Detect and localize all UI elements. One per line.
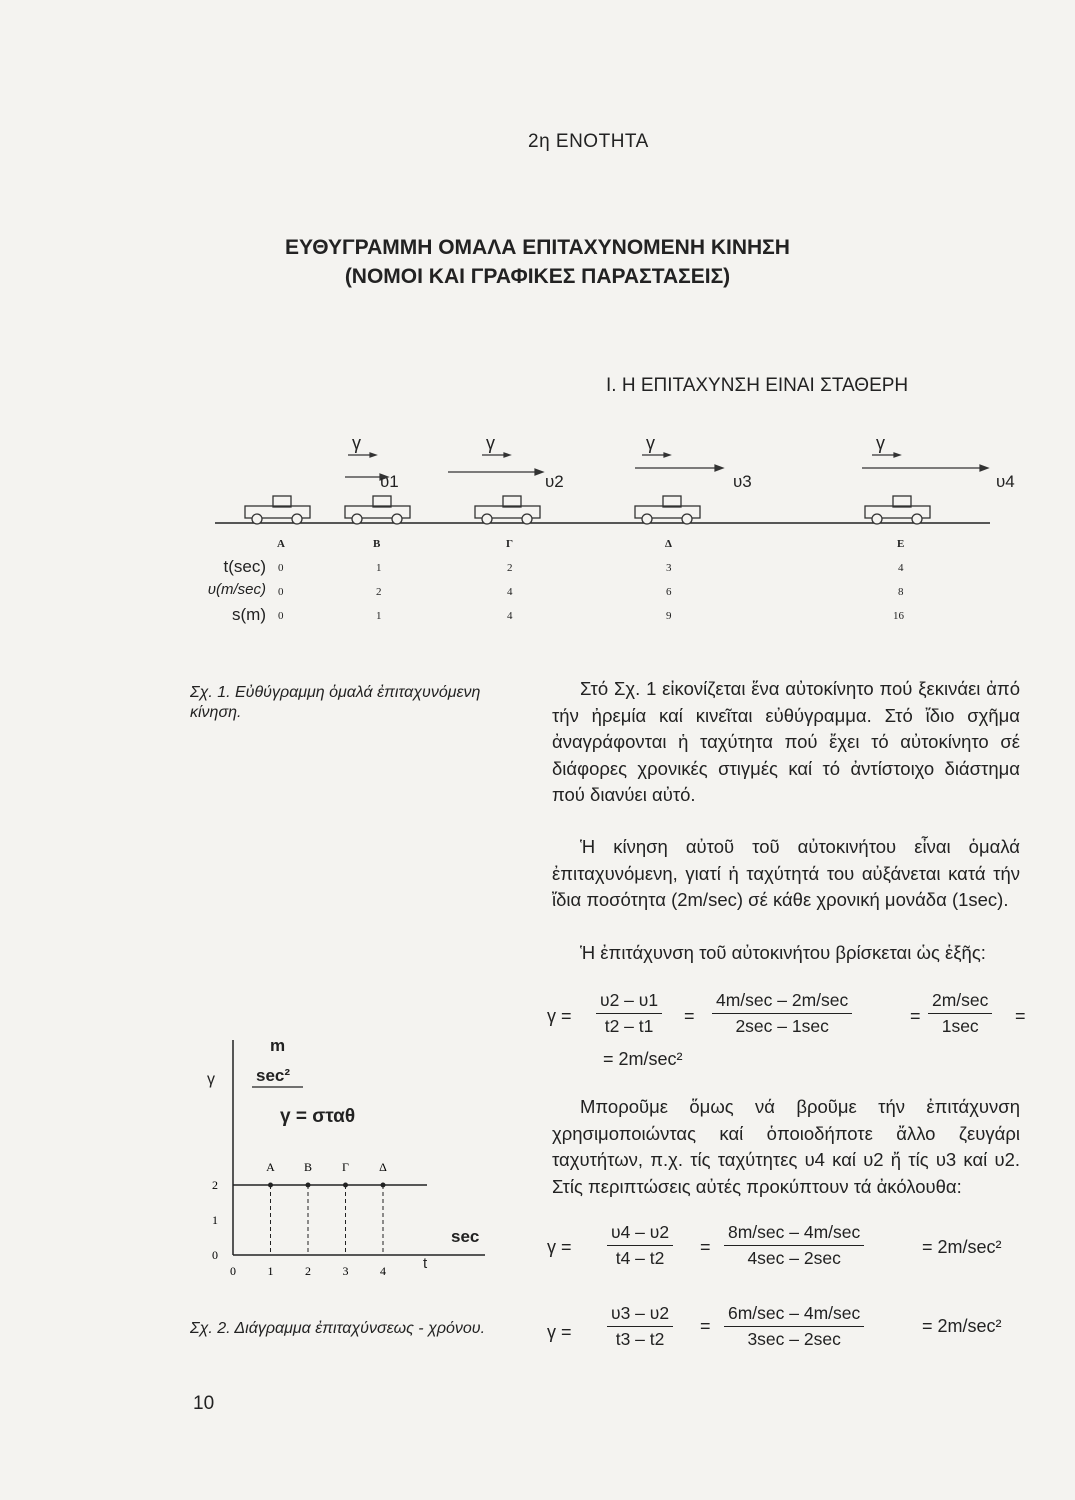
figure2-caption: Σχ. 2. Διάγραμμα ἐπιταχύνσεως - χρόνου. xyxy=(190,1320,486,1337)
t-value-a: 0 xyxy=(278,562,284,574)
eq3-eq-sign-1: = xyxy=(700,1316,711,1336)
figure2-chart xyxy=(195,1030,515,1290)
x-axis-symbol: t xyxy=(423,1255,428,1272)
eq3-fraction-1 xyxy=(607,1303,673,1350)
row-label-velocity: υ(m/sec) xyxy=(207,581,266,598)
eq3-f1-den: t3 – t2 xyxy=(615,1329,665,1349)
y-tick-1: 1 xyxy=(212,1213,218,1227)
t-value-e: 4 xyxy=(898,562,904,574)
data-point-2 xyxy=(306,1183,311,1188)
velocity-label-2: υ2 xyxy=(545,472,564,491)
x-tick-0: 0 xyxy=(230,1264,236,1278)
point-d: Δ xyxy=(665,538,672,550)
title-line-2: (ΝΟΜΟΙ ΚΑΙ ΓΡΑΦΙΚΕΣ ΠΑΡΑΣΤΑΣΕΙΣ) xyxy=(344,265,731,288)
point-g: Γ xyxy=(506,538,513,550)
y-tick-2: 2 xyxy=(212,1178,218,1192)
paragraph-1: Στό Σχ. 1 εἰκονίζεται ἕνα αὐτοκίνητο πού ξεκινάει ἀπό τήν ἠρεμία καί κινεῖται εὐθύγραμμα. Στό ἴδιο σχῆμα ἀναγράφονται ἡ ταχύτητα πού ἔχει τό αὐτοκίνητο σέ διάφορες χρονικές στιγμές καί τό ἀντίστοιχο διάστημα πού διανύει αὐτό. xyxy=(552,678,1020,805)
title-line-1: ΕΥΘΥΓΡΑΜΜΗ ΟΜΑΛΑ ΕΠΙΤΑΧΥΝΟΜΕΝΗ ΚΙΝΗΣΗ xyxy=(285,236,790,259)
eq1-eq-sign-1: = xyxy=(684,1006,695,1026)
eq1-eq-sign-2: = xyxy=(910,1006,921,1026)
v-value-g: 4 xyxy=(507,586,513,598)
eq1-f2-den: 2sec – 1sec xyxy=(735,1016,829,1036)
t-value-d: 3 xyxy=(666,562,672,574)
eq1-eq-sign-3: = xyxy=(1015,1006,1026,1026)
s-value-e: 16 xyxy=(893,610,904,622)
point-b: Β xyxy=(373,538,381,550)
eq2-eq-sign-1: = xyxy=(700,1237,711,1257)
constant-label: γ = σταθ xyxy=(280,1106,356,1127)
eq3-f2-den: 3sec – 2sec xyxy=(747,1329,841,1349)
eq3-f2-num: 6m/sec – 4m/sec xyxy=(724,1303,864,1327)
eq1-f2-num: 4m/sec – 2m/sec xyxy=(712,990,852,1014)
car-b xyxy=(345,496,410,524)
x-tick-4: 4 xyxy=(380,1264,386,1278)
y-axis-symbol: γ xyxy=(207,1071,215,1088)
car-g xyxy=(475,496,540,524)
section-heading: Ι. Η ΕΠΙΤΑΧΥΝΣΗ ΕΙΝΑΙ ΣΤΑΘΕΡΗ xyxy=(606,375,909,396)
unit-numerator: m xyxy=(270,1036,286,1055)
paragraph-3: Ἡ ἐπιτάχυνση τοῦ αὐτοκινήτου βρίσκεται ὡς ἑξῆς: xyxy=(580,942,986,963)
eq2-f1-num: υ4 – υ2 xyxy=(607,1222,673,1246)
eq2-f2-num: 8m/sec – 4m/sec xyxy=(724,1222,864,1246)
eq1-f3-num: 2m/sec xyxy=(928,990,992,1014)
eq1-f1-den: t2 – t1 xyxy=(604,1016,654,1036)
paragraph-4: Μποροῦμε ὅμως νά βροῦμε τήν ἐπιτάχυνση χρησιμοποιώντας καί ὁποιοδήποτε ἄλλο ζευγάρι ταχυτήτων, π.χ. τίς ταχύτητες υ4 καί υ2 ἤ τίς υ3 καί υ2. Στίς περιπτώσεις αὐτές προκύπτουν τά ἀκόλουθα: xyxy=(552,1096,1020,1197)
eq3-lhs: γ = xyxy=(547,1322,572,1342)
s-value-d: 9 xyxy=(666,610,672,622)
eq1-f3-den: 1sec xyxy=(941,1016,979,1036)
data-point-4 xyxy=(381,1183,386,1188)
gamma-label-2: γ xyxy=(486,433,495,453)
eq1-lhs: γ = xyxy=(547,1006,572,1026)
s-value-a: 0 xyxy=(278,610,284,622)
s-value-g: 4 xyxy=(507,610,513,622)
page-number: 10 xyxy=(193,1393,215,1414)
figure1-caption: Σχ. 1. Εὐθύγραμμη ὁμαλά ἐπιταχυνόμενη κίνηση. xyxy=(190,684,481,721)
car-e xyxy=(865,496,930,524)
data-point-3 xyxy=(343,1183,348,1188)
v-value-d: 6 xyxy=(666,586,672,598)
v-value-b: 2 xyxy=(376,586,382,598)
point-letter-3: Γ xyxy=(342,1160,349,1174)
eq2-f2-den: 4sec – 2sec xyxy=(747,1248,841,1268)
gamma-label-1: γ xyxy=(352,433,361,453)
eq3-result: = 2m/sec² xyxy=(922,1316,1002,1336)
t-value-b: 1 xyxy=(376,562,382,574)
eq2-result: = 2m/sec² xyxy=(922,1237,1002,1257)
row-label-distance: s(m) xyxy=(232,605,266,624)
point-letter-1: Α xyxy=(266,1160,275,1174)
car-d xyxy=(635,496,700,524)
v-value-e: 8 xyxy=(898,586,904,598)
x-unit-label: sec xyxy=(451,1227,480,1246)
eq1-fraction-3 xyxy=(928,990,992,1037)
x-tick-3: 3 xyxy=(342,1264,349,1278)
eq2-f1-den: t4 – t2 xyxy=(615,1248,665,1268)
t-value-g: 2 xyxy=(507,562,513,574)
paragraph-2: Ἡ κίνηση αὐτοῦ τοῦ αὐτοκινήτου εἶναι ὁμαλά ἐπιταχυνόμενη, γιατί ἡ ταχύτητά του αὐξάνεται κατά τήν ἴδια ποσότητα (2m/sec) σέ κάθε χρονική μονάδα (1sec). xyxy=(552,836,1020,910)
velocity-label-3: υ3 xyxy=(733,472,752,491)
point-letter-4: Δ xyxy=(379,1160,387,1174)
x-tick-2: 2 xyxy=(305,1264,311,1278)
unit-header: 2η ΕΝΟΤΗΤΑ xyxy=(528,131,649,152)
unit-denominator: sec² xyxy=(256,1066,291,1085)
v-value-a: 0 xyxy=(278,586,284,598)
eq1-result: = 2m/sec² xyxy=(603,1049,683,1069)
velocity-label-4: υ4 xyxy=(996,472,1015,491)
data-point-1 xyxy=(268,1183,273,1188)
eq1-f1-num: υ2 – υ1 xyxy=(596,990,662,1014)
gamma-label-3: γ xyxy=(646,433,655,453)
row-label-time: t(sec) xyxy=(223,557,266,576)
s-value-b: 1 xyxy=(376,610,382,622)
eq1-fraction-2 xyxy=(712,990,852,1037)
eq2-fraction-1 xyxy=(607,1222,673,1269)
eq2-lhs: γ = xyxy=(547,1237,572,1257)
y-tick-0: 0 xyxy=(212,1248,218,1262)
x-tick-1: 1 xyxy=(267,1264,274,1278)
eq3-f1-num: υ3 – υ2 xyxy=(607,1303,673,1327)
gamma-label-4: γ xyxy=(876,433,885,453)
point-a: Α xyxy=(277,538,285,550)
velocity-label-1: υ1 xyxy=(380,472,399,491)
eq3-fraction-2 xyxy=(724,1303,864,1350)
car-a xyxy=(245,496,310,524)
eq2-fraction-2 xyxy=(724,1222,864,1269)
point-e: Ε xyxy=(897,538,905,550)
eq1-fraction-1 xyxy=(596,990,662,1037)
point-letter-2: Β xyxy=(303,1160,313,1174)
